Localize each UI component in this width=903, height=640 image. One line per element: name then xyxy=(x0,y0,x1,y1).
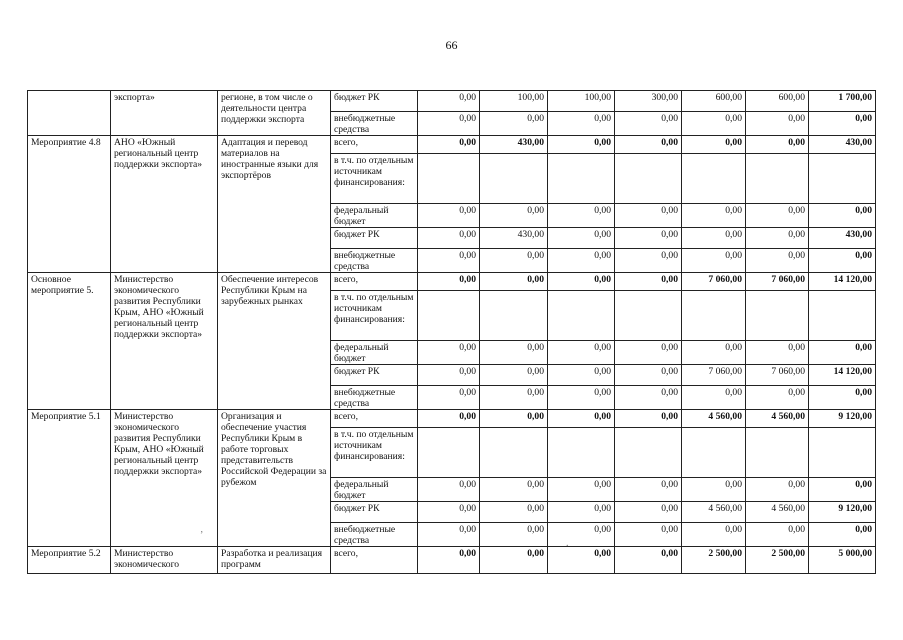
value-cell: 0,00 xyxy=(480,386,548,410)
value-cell: 0,00 xyxy=(418,386,480,410)
value-cell: 0,00 xyxy=(548,228,615,249)
value-cell: 0,00 xyxy=(548,136,615,154)
event-name-cell: Мероприятие 5.2 xyxy=(28,547,111,574)
value-cell: 0,00 xyxy=(548,249,615,273)
funding-source-cell: в т.ч. по отдельным источникам финансирования: xyxy=(331,154,418,204)
value-cell: 430,00 xyxy=(480,228,548,249)
funding-source-cell: внебюджетные средства xyxy=(331,386,418,410)
description-cell: Адаптация и перевод материалов на иностранные языки для экспортёров xyxy=(218,136,331,273)
funding-source-cell: федеральный бюджет xyxy=(331,341,418,365)
value-cell: 2 500,00 xyxy=(746,547,809,574)
empty-cell xyxy=(418,428,480,478)
empty-cell xyxy=(746,154,809,204)
value-cell: 0,00 xyxy=(548,386,615,410)
value-cell: 0,00 xyxy=(480,502,548,523)
value-cell: 4 560,00 xyxy=(746,502,809,523)
funding-source-cell: всего, xyxy=(331,273,418,291)
value-cell: 100,00 xyxy=(480,91,548,112)
value-cell: 0,00 xyxy=(615,365,682,386)
empty-cell xyxy=(418,154,480,204)
empty-cell xyxy=(548,428,615,478)
value-cell: 0,00 xyxy=(615,410,682,428)
value-cell: 0,00 xyxy=(615,502,682,523)
value-cell: 0,00 xyxy=(746,249,809,273)
budget-table xyxy=(27,90,876,574)
value-cell: 0,00 xyxy=(480,410,548,428)
value-cell: 0,00 xyxy=(548,478,615,502)
empty-cell xyxy=(682,428,746,478)
value-cell: 0,00 xyxy=(682,478,746,502)
value-cell: 0,00 xyxy=(615,112,682,136)
empty-cell xyxy=(615,154,682,204)
value-cell: 0,00 xyxy=(548,502,615,523)
value-cell: 0,00 xyxy=(682,112,746,136)
value-cell: 0,00 xyxy=(480,249,548,273)
table-row xyxy=(28,91,876,112)
description-cell: регионе, в том числе о деятельности центра поддержки экспорта xyxy=(218,91,331,136)
value-cell: 0,00 xyxy=(418,112,480,136)
value-cell: 7 060,00 xyxy=(682,273,746,291)
empty-cell xyxy=(615,291,682,341)
value-cell: 0,00 xyxy=(418,523,480,547)
value-cell: 0,00 xyxy=(418,547,480,574)
funding-source-cell: бюджет РК xyxy=(331,91,418,112)
value-cell: 600,00 xyxy=(746,91,809,112)
value-cell: 0,00 xyxy=(746,386,809,410)
funding-source-cell: бюджет РК xyxy=(331,228,418,249)
funding-source-cell: бюджет РК xyxy=(331,502,418,523)
event-name-cell xyxy=(28,91,111,136)
total-cell: 0,00 xyxy=(809,523,876,547)
value-cell: 0,00 xyxy=(418,204,480,228)
event-name-cell: Мероприятие 5.1 xyxy=(28,410,111,547)
value-cell: 0,00 xyxy=(548,341,615,365)
value-cell: 0,00 xyxy=(746,341,809,365)
description-cell: Организация и обеспечение участия Республики Крым в работе торговых представительств Российской Федерации за рубежом xyxy=(218,410,331,547)
value-cell: 430,00 xyxy=(480,136,548,154)
executor-cell: АНО «Южный региональный центр поддержки экспорта» xyxy=(111,136,218,273)
value-cell: 0,00 xyxy=(746,478,809,502)
value-cell: 0,00 xyxy=(746,112,809,136)
value-cell: 0,00 xyxy=(682,386,746,410)
total-cell: 430,00 xyxy=(809,228,876,249)
table-body xyxy=(28,91,876,574)
funding-source-cell: всего, xyxy=(331,410,418,428)
value-cell: 0,00 xyxy=(615,478,682,502)
event-total-row xyxy=(28,273,876,291)
description-cell: Обеспечение интересов Республики Крым на зарубежных рынках xyxy=(218,273,331,410)
value-cell: 7 060,00 xyxy=(746,273,809,291)
value-cell: 2 500,00 xyxy=(682,547,746,574)
funding-source-cell: федеральный бюджет xyxy=(331,204,418,228)
value-cell: 0,00 xyxy=(418,410,480,428)
value-cell: 7 060,00 xyxy=(682,365,746,386)
value-cell: 0,00 xyxy=(548,204,615,228)
value-cell: 0,00 xyxy=(548,112,615,136)
funding-source-cell: в т.ч. по отдельным источникам финансирования: xyxy=(331,291,418,341)
value-cell: 0,00 xyxy=(615,273,682,291)
value-cell: 300,00 xyxy=(615,91,682,112)
empty-cell xyxy=(615,428,682,478)
total-cell: 0,00 xyxy=(809,112,876,136)
empty-cell xyxy=(682,154,746,204)
value-cell: 0,00 xyxy=(418,273,480,291)
empty-cell xyxy=(746,428,809,478)
value-cell: 0,00 xyxy=(418,228,480,249)
event-total-row xyxy=(28,547,876,574)
funding-source-cell: всего, xyxy=(331,136,418,154)
value-cell: 0,00 xyxy=(418,341,480,365)
empty-cell xyxy=(480,154,548,204)
value-cell: 0,00 xyxy=(548,523,615,547)
total-cell: 5 000,00 xyxy=(809,547,876,574)
value-cell: 0,00 xyxy=(418,249,480,273)
value-cell: 0,00 xyxy=(418,365,480,386)
empty-cell xyxy=(809,291,876,341)
value-cell: 4 560,00 xyxy=(682,410,746,428)
value-cell: 0,00 xyxy=(746,523,809,547)
value-cell: 0,00 xyxy=(746,204,809,228)
value-cell: 0,00 xyxy=(615,386,682,410)
value-cell: 0,00 xyxy=(480,523,548,547)
empty-cell xyxy=(480,291,548,341)
value-cell: 4 560,00 xyxy=(682,502,746,523)
value-cell: 0,00 xyxy=(682,136,746,154)
value-cell: 0,00 xyxy=(615,547,682,574)
empty-cell xyxy=(809,154,876,204)
executor-cell: Министерство экономического развития Республики Крым, АНО «Южный региональный центр поддержки экспорта» xyxy=(111,273,218,410)
funding-source-cell: в т.ч. по отдельным источникам финансирования: xyxy=(331,428,418,478)
value-cell: 0,00 xyxy=(682,228,746,249)
event-name-cell: Мероприятие 4.8 xyxy=(28,136,111,273)
funding-source-cell: внебюджетные средства xyxy=(331,249,418,273)
value-cell: 0,00 xyxy=(682,523,746,547)
value-cell: 0,00 xyxy=(615,204,682,228)
value-cell: 0,00 xyxy=(548,547,615,574)
total-cell: 1 700,00 xyxy=(809,91,876,112)
total-cell: 14 120,00 xyxy=(809,365,876,386)
total-cell: 0,00 xyxy=(809,249,876,273)
value-cell: 0,00 xyxy=(615,136,682,154)
value-cell: 100,00 xyxy=(548,91,615,112)
total-cell: 9 120,00 xyxy=(809,410,876,428)
value-cell: 0,00 xyxy=(480,341,548,365)
total-cell: 0,00 xyxy=(809,341,876,365)
value-cell: 0,00 xyxy=(418,136,480,154)
total-cell: 9 120,00 xyxy=(809,502,876,523)
executor-cell: Министерство экономического развития Республики Крым, АНО «Южный региональный центр поддержки экспорта» xyxy=(111,410,218,547)
value-cell: 0,00 xyxy=(418,502,480,523)
total-cell: 430,00 xyxy=(809,136,876,154)
scan-mark: . xyxy=(566,538,569,549)
executor-cell: экспорта» xyxy=(111,91,218,136)
empty-cell xyxy=(682,291,746,341)
empty-cell xyxy=(548,291,615,341)
total-cell: 0,00 xyxy=(809,204,876,228)
total-cell: 14 120,00 xyxy=(809,273,876,291)
funding-source-cell: внебюджетные средства xyxy=(331,523,418,547)
event-name-cell: Основное мероприятие 5. xyxy=(28,273,111,410)
value-cell: 7 060,00 xyxy=(746,365,809,386)
funding-source-cell: внебюджетные средства xyxy=(331,112,418,136)
value-cell: 0,00 xyxy=(746,136,809,154)
value-cell: 0,00 xyxy=(480,478,548,502)
value-cell: 0,00 xyxy=(548,410,615,428)
value-cell: 0,00 xyxy=(682,341,746,365)
value-cell: 0,00 xyxy=(615,341,682,365)
value-cell: 0,00 xyxy=(418,478,480,502)
funding-source-cell: федеральный бюджет xyxy=(331,478,418,502)
total-cell: 0,00 xyxy=(809,386,876,410)
event-total-row xyxy=(28,136,876,154)
value-cell: 0,00 xyxy=(615,228,682,249)
value-cell: 0,00 xyxy=(746,228,809,249)
value-cell: 0,00 xyxy=(480,547,548,574)
empty-cell xyxy=(746,291,809,341)
page-number: 66 xyxy=(445,38,458,52)
executor-cell: Министерство экономического xyxy=(111,547,218,574)
value-cell: 0,00 xyxy=(480,365,548,386)
value-cell: 0,00 xyxy=(480,204,548,228)
empty-cell xyxy=(809,428,876,478)
value-cell: 0,00 xyxy=(615,523,682,547)
value-cell: 0,00 xyxy=(548,273,615,291)
event-total-row xyxy=(28,410,876,428)
empty-cell xyxy=(480,428,548,478)
description-cell: Разработка и реализация программ xyxy=(218,547,331,574)
value-cell: 600,00 xyxy=(682,91,746,112)
value-cell: 0,00 xyxy=(480,273,548,291)
value-cell: 0,00 xyxy=(548,365,615,386)
scan-mark: ’ xyxy=(200,530,204,541)
empty-cell xyxy=(418,291,480,341)
value-cell: 0,00 xyxy=(418,91,480,112)
empty-cell xyxy=(548,154,615,204)
funding-source-cell: всего, xyxy=(331,547,418,574)
value-cell: 0,00 xyxy=(480,112,548,136)
funding-source-cell: бюджет РК xyxy=(331,365,418,386)
value-cell: 4 560,00 xyxy=(746,410,809,428)
total-cell: 0,00 xyxy=(809,478,876,502)
value-cell: 0,00 xyxy=(682,204,746,228)
value-cell: 0,00 xyxy=(615,249,682,273)
value-cell: 0,00 xyxy=(682,249,746,273)
